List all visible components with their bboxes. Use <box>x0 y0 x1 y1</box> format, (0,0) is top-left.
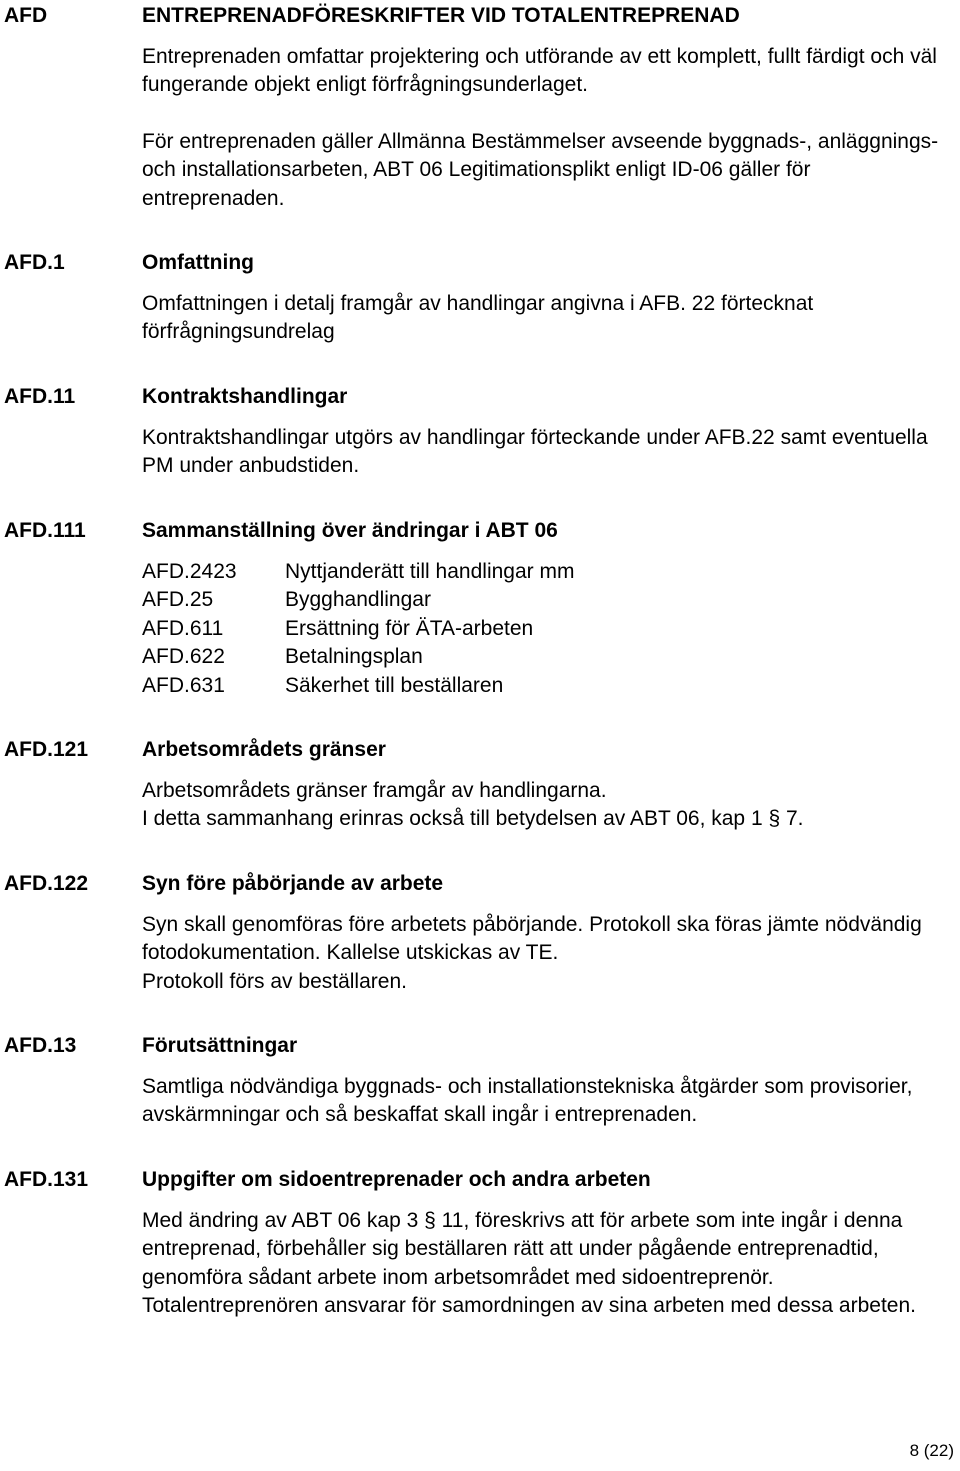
list-item-text: Nyttjanderätt till handlingar mm <box>285 560 575 583</box>
section-code-afd-131: AFD.131 <box>4 1168 89 1191</box>
body-text: Syn skall genomföras före arbetets påbörjande. Protokoll ska föras jämte nödvändig fotodokumentation. Kallelse utskickas av TE. <box>142 913 922 965</box>
section-code-afd-111: AFD.111 <box>4 519 86 542</box>
intro-paragraph-2 <box>142 128 952 213</box>
body-text: Arbetsområdets gränser framgår av handlingarna. <box>142 779 607 802</box>
body-text: I detta sammanhang erinras också till betydelsen av ABT 06, kap 1 § 7. <box>142 807 804 831</box>
list-item-code: AFD.2423 <box>142 560 237 583</box>
section-heading-kontraktshandlingar: Kontraktshandlingar <box>142 385 348 408</box>
list-item <box>142 643 574 671</box>
section-code-afd-121: AFD.121 <box>4 738 89 761</box>
body-text: Omfattningen i detalj framgår av handlingar angivna i AFB. 22 förtecknat förfrågningsundrelag <box>142 292 814 344</box>
list-item <box>142 586 574 614</box>
body-text: Samtliga nödvändiga byggnads- och installationstekniska åtgärder som provisorier, avskärmningar och så beskaffat skall ingår i entreprenaden. <box>142 1075 913 1127</box>
list-item <box>142 615 574 643</box>
list-item-code: AFD.611 <box>142 616 224 640</box>
section-body-syn <box>142 911 952 996</box>
section-heading-sammanstallning: Sammanställning över ändringar i ABT 06 <box>142 519 558 542</box>
body-text: Totalentreprenören ansvarar för samordningen av sina arbeten med dessa arbeten. <box>142 1294 916 1318</box>
body-text: Med ändring av ABT 06 kap 3 § 11, föreskrivs att för arbete som inte ingår i denna entreprenad, förbehåller sig beställaren rätt att under pågående entreprenadtid, genomföra sådant arbete inom arbetsområdet med sidoentreprenör. <box>142 1209 903 1289</box>
body-text: Kontraktshandlingar utgörs av handlingar förteckande under AFB.22 samt eventuella PM under anbudstiden. <box>142 426 928 478</box>
document-title: ENTREPRENADFÖRESKRIFTER VID TOTALENTREPRENAD <box>142 4 740 27</box>
section-code-afd-13: AFD.13 <box>4 1034 77 1057</box>
intro-text-2: För entreprenaden gäller Allmänna Bestämmelser avseende byggnads-, anläggnings- och installationsarbeten, ABT 06 Legitimationsplikt enligt ID-06 gäller för entreprenaden. <box>142 130 939 210</box>
section-heading-omfattning: Omfattning <box>142 251 254 274</box>
body-text: Protokoll förs av beställaren. <box>142 969 407 993</box>
section-body-arbetsomradets-granser <box>142 777 952 834</box>
list-item-code: AFD.631 <box>142 673 225 697</box>
section-heading-sidoentreprenader: Uppgifter om sidoentreprenader och andra arbeten <box>142 1168 651 1191</box>
section-heading-arbetsomradets-granser: Arbetsområdets gränser <box>142 738 386 761</box>
list-item-text: Betalningsplan <box>285 645 423 669</box>
section-body-sidoentreprenader <box>142 1207 952 1321</box>
section-heading-forutsattningar: Förutsättningar <box>142 1034 298 1057</box>
list-item-text: Säkerhet till beställaren <box>285 673 504 697</box>
section-code-afd-11: AFD.11 <box>4 385 76 408</box>
intro-paragraph-1 <box>142 43 952 100</box>
section-code-afd: AFD <box>4 4 48 27</box>
list-item-text: Bygghandlingar <box>285 588 431 612</box>
abt-changes-list <box>142 558 574 700</box>
section-code-afd-1: AFD.1 <box>4 251 65 274</box>
section-body-forutsattningar <box>142 1073 952 1130</box>
section-body-kontraktshandlingar <box>142 424 952 481</box>
section-code-afd-122: AFD.122 <box>4 872 89 895</box>
list-item-code: AFD.25 <box>142 588 214 612</box>
section-body-omfattning <box>142 290 952 347</box>
intro-text-1: Entreprenaden omfattar projektering och utförande av ett komplett, fullt färdigt och väl fungerande objekt enligt förfrågningsunderlaget. <box>142 45 937 97</box>
list-item <box>142 558 574 586</box>
page-number: 8 (22) <box>909 1441 954 1460</box>
list-item-code: AFD.622 <box>142 645 225 669</box>
list-item-text: Ersättning för ÄTA-arbeten <box>285 616 534 640</box>
section-heading-syn: Syn före påbörjande av arbete <box>142 872 444 895</box>
list-item <box>142 672 574 700</box>
